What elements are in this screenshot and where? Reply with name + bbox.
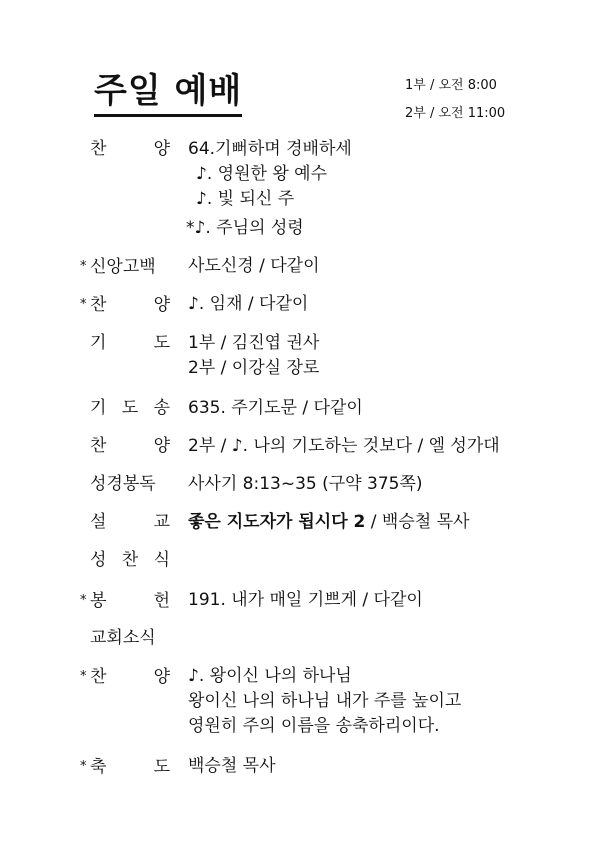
order-content: 191. 내가 매일 기쁘게 / 다같이 — [188, 590, 423, 610]
order-label: 봉 헌 — [90, 591, 170, 611]
order-content — [188, 510, 469, 535]
order-label: 신앙고백 — [90, 257, 156, 277]
order-label: 찬 양 — [90, 139, 170, 159]
service-time-1: 1부 / 오전 8:00 — [405, 78, 497, 93]
order-label: 기 도 — [90, 333, 170, 353]
order-label: 찬 양 — [90, 436, 170, 456]
bulletin-page: 주일 예배 1부 / 오전 8:00 2부 / 오전 11:00 찬 양 64.기뻐하며 경배하세 ♪. 영원한 왕 예수 ♪. 빛 되신 주 *♪. 주님의 성령 * 신앙고백 사도신경 / 다같이 * 찬 양 ♪. 임재 / 다같이 기 도 1부 / 김진엽 권사 2부 / 이강실 장로 기 도 송 635. 주기도문 / 다같이 찬 양 2부 / ♪. 나의 기도하는 것보다 / 엘 성가대 성경봉독 사사기 8:13~35 (구약 375쪽) 설 교 좋은 지도자가 됩시다 2 / 백승철 목사 성 찬 식 * 봉 헌 191. 내가 매일 기쁘게 / 다같이 교회소식 * 찬 양 ♪. 왕이신 나의 하나님 왕이신 나의 하나님 내가 주를 높이고 영원히 주의 이름을 송축하리이다. * 축 도 백승철 목사 — [0, 0, 600, 850]
order-label: 찬 양 — [90, 295, 170, 315]
order-label: 기 도 송 — [90, 398, 170, 418]
order-label: 교회소식 — [90, 628, 156, 648]
order-content: ♪. 왕이신 나의 하나님 왕이신 나의 하나님 내가 주를 높이고 영원히 주의 이름을 송축하리이다. — [188, 666, 462, 736]
service-time-2: 2부 / 오전 11:00 — [405, 106, 506, 121]
order-label: 설 교 — [90, 512, 170, 532]
order-label: 축 도 — [90, 757, 170, 777]
service-times — [405, 72, 505, 128]
order-content: 사도신경 / 다같이 — [188, 256, 320, 276]
order-label: 성경봉독 — [90, 474, 156, 494]
order-content: 1부 / 김진엽 권사 2부 / 이강실 장로 — [188, 333, 320, 378]
order-label: 성 찬 식 — [90, 550, 170, 570]
page-title: 주일 예배 — [94, 70, 242, 117]
order-label: 찬 양 — [90, 667, 170, 687]
order-content: ♪. 임재 / 다같이 — [188, 294, 309, 314]
order-content: 635. 주기도문 / 다같이 — [188, 398, 363, 418]
order-content: 64.기뻐하며 경배하세 ♪. 영원한 왕 예수 ♪. 빛 되신 주 *♪. 주님의 성령 — [186, 139, 352, 238]
order-content: 사사기 8:13~35 (구약 375쪽) — [188, 474, 423, 494]
order-content: 백승철 목사 — [188, 756, 276, 776]
order-content: 2부 / ♪. 나의 기도하는 것보다 / 엘 성가대 — [188, 436, 500, 456]
preacher: / 백승철 목사 — [365, 512, 470, 532]
sermon-title: 좋은 지도자가 됩시다 2 — [188, 512, 366, 532]
